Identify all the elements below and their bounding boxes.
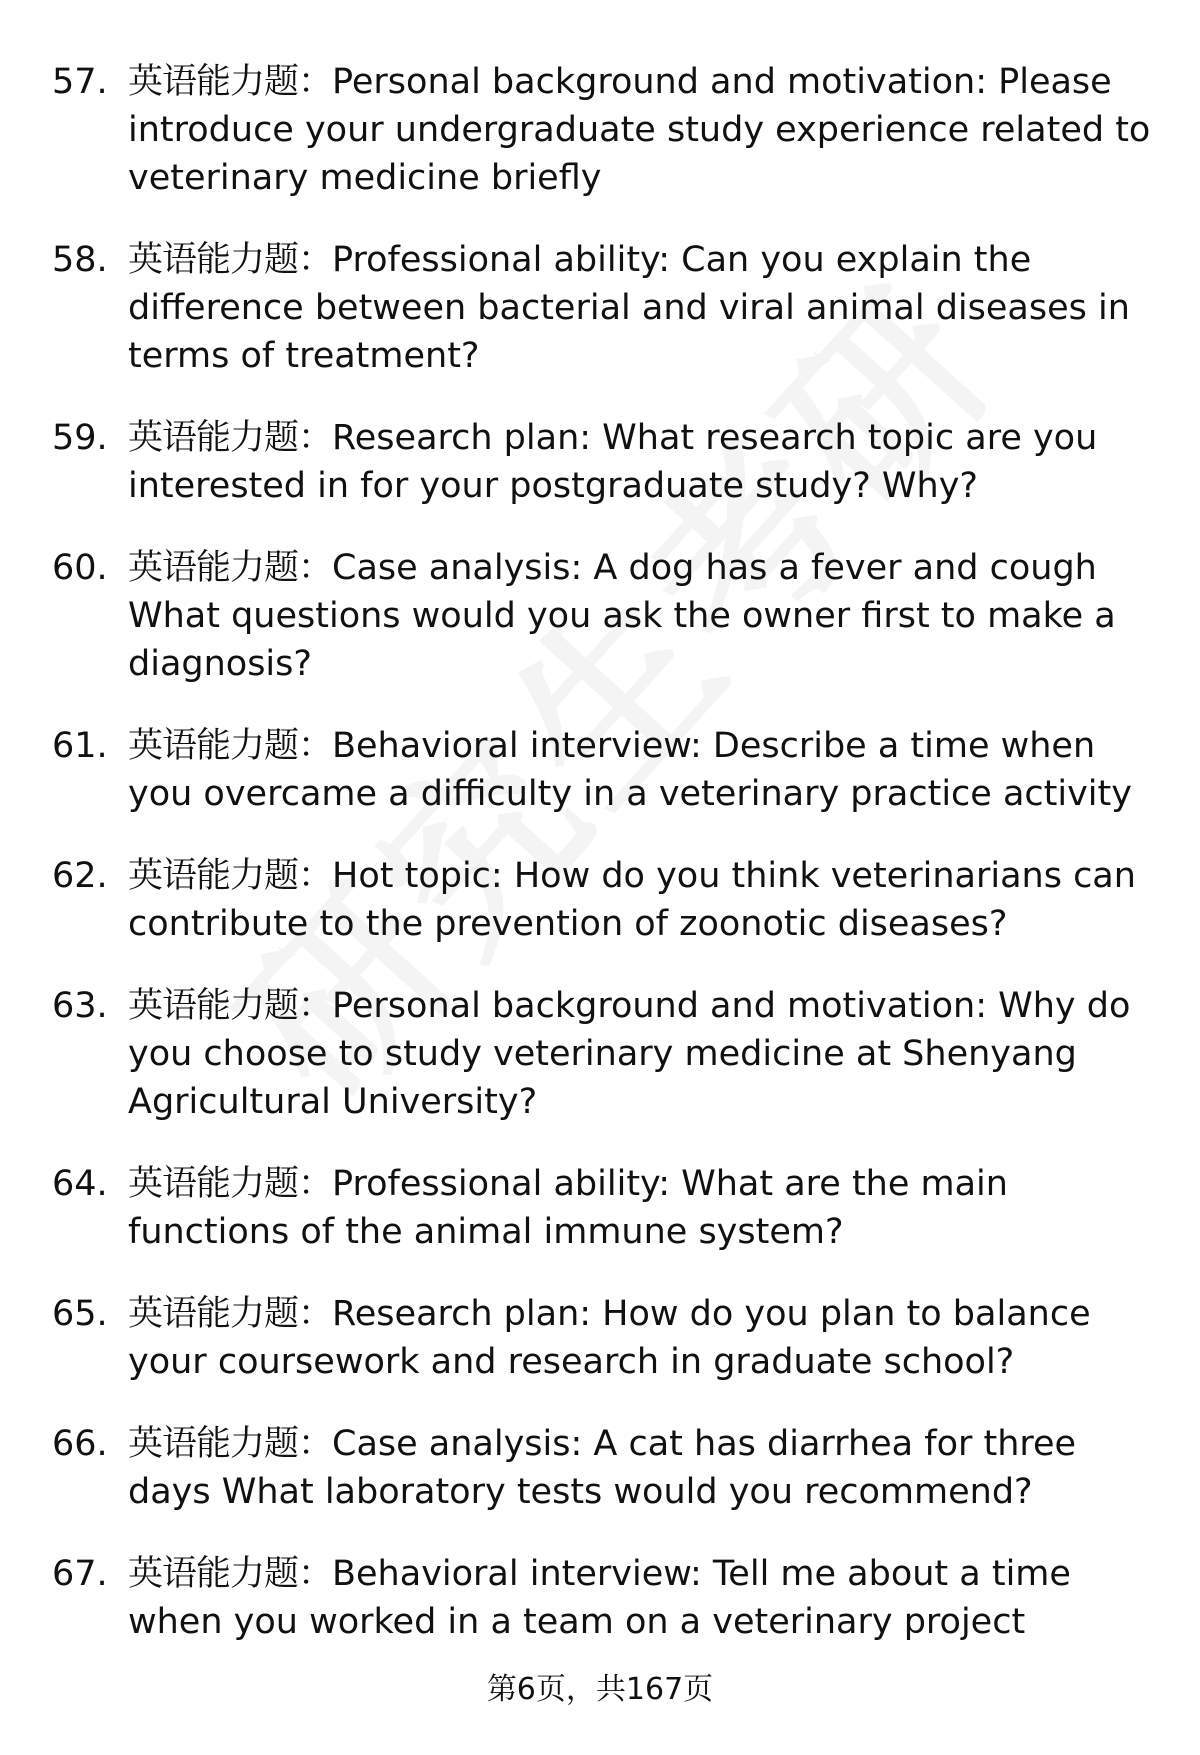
question-body <box>128 544 1160 688</box>
question-text: Personal background and motivation: Please introduce your undergraduate study experience related to veterinary medicine briefly <box>128 62 1151 198</box>
question-body <box>128 1420 1160 1516</box>
question-category: 英语能力题： <box>128 418 333 458</box>
question-number: 59. <box>52 418 108 458</box>
question-category: 英语能力题： <box>128 1554 333 1594</box>
question-text: Professional ability: What are the main functions of the animal immune system? <box>128 1164 1008 1252</box>
question-number: 66. <box>52 1424 108 1464</box>
question-body <box>128 852 1160 948</box>
question-item <box>0 1290 1200 1386</box>
question-body <box>128 1550 1160 1646</box>
question-item <box>0 1420 1200 1516</box>
question-body <box>128 1290 1160 1386</box>
question-item <box>0 722 1200 818</box>
question-number: 58. <box>52 240 108 280</box>
question-text: Research plan: How do you plan to balance your coursework and research in graduate school? <box>128 1294 1091 1382</box>
question-body <box>128 236 1160 380</box>
question-item <box>0 1160 1200 1256</box>
question-text: Behavioral interview: Describe a time when you overcame a difficulty in a veterinary practice activity <box>128 726 1132 814</box>
question-item <box>0 58 1200 202</box>
question-number: 57. <box>52 62 108 102</box>
page-footer: 第6页，共167页 <box>486 1672 714 1707</box>
question-item <box>0 236 1200 380</box>
question-text: Behavioral interview: Tell me about a time when you worked in a team on a veterinary project <box>128 1554 1071 1642</box>
question-number: 63. <box>52 986 108 1026</box>
question-category: 英语能力题： <box>128 856 333 896</box>
question-text: Research plan: What research topic are you interested in for your postgraduate study? Why? <box>128 418 1098 506</box>
question-text: Case analysis: A dog has a fever and cough What questions would you ask the owner first to make a diagnosis? <box>128 548 1116 684</box>
question-item <box>0 852 1200 948</box>
question-item <box>0 544 1200 688</box>
question-category: 英语能力题： <box>128 1424 333 1464</box>
question-item <box>0 414 1200 510</box>
question-category: 英语能力题： <box>128 548 333 588</box>
question-text: Professional ability: Can you explain the difference between bacterial and viral animal diseases in terms of treatment? <box>128 240 1130 376</box>
question-category: 英语能力题： <box>128 726 333 766</box>
question-number: 61. <box>52 726 108 766</box>
question-category: 英语能力题： <box>128 1164 333 1204</box>
question-body <box>128 722 1160 818</box>
question-body <box>128 58 1160 202</box>
question-item <box>0 982 1200 1126</box>
question-category: 英语能力题： <box>128 986 333 1026</box>
question-number: 64. <box>52 1164 108 1204</box>
question-category: 英语能力题： <box>128 1294 333 1334</box>
question-number: 67. <box>52 1554 108 1594</box>
question-list <box>0 58 1200 1680</box>
question-text: Personal background and motivation: Why do you choose to study veterinary medicine at Shenyang Agricultural University? <box>128 986 1131 1122</box>
question-number: 60. <box>52 548 108 588</box>
question-text: Hot topic: How do you think veterinarians can contribute to the prevention of zoonotic diseases? <box>128 856 1136 944</box>
question-body <box>128 414 1160 510</box>
question-body <box>128 982 1160 1126</box>
question-item <box>0 1550 1200 1646</box>
question-text: Case analysis: A cat has diarrhea for three days What laboratory tests would you recommend? <box>128 1424 1077 1512</box>
question-category: 英语能力题： <box>128 240 333 280</box>
question-number: 65. <box>52 1294 108 1334</box>
question-body <box>128 1160 1160 1256</box>
question-category: 英语能力题： <box>128 62 333 102</box>
question-number: 62. <box>52 856 108 896</box>
